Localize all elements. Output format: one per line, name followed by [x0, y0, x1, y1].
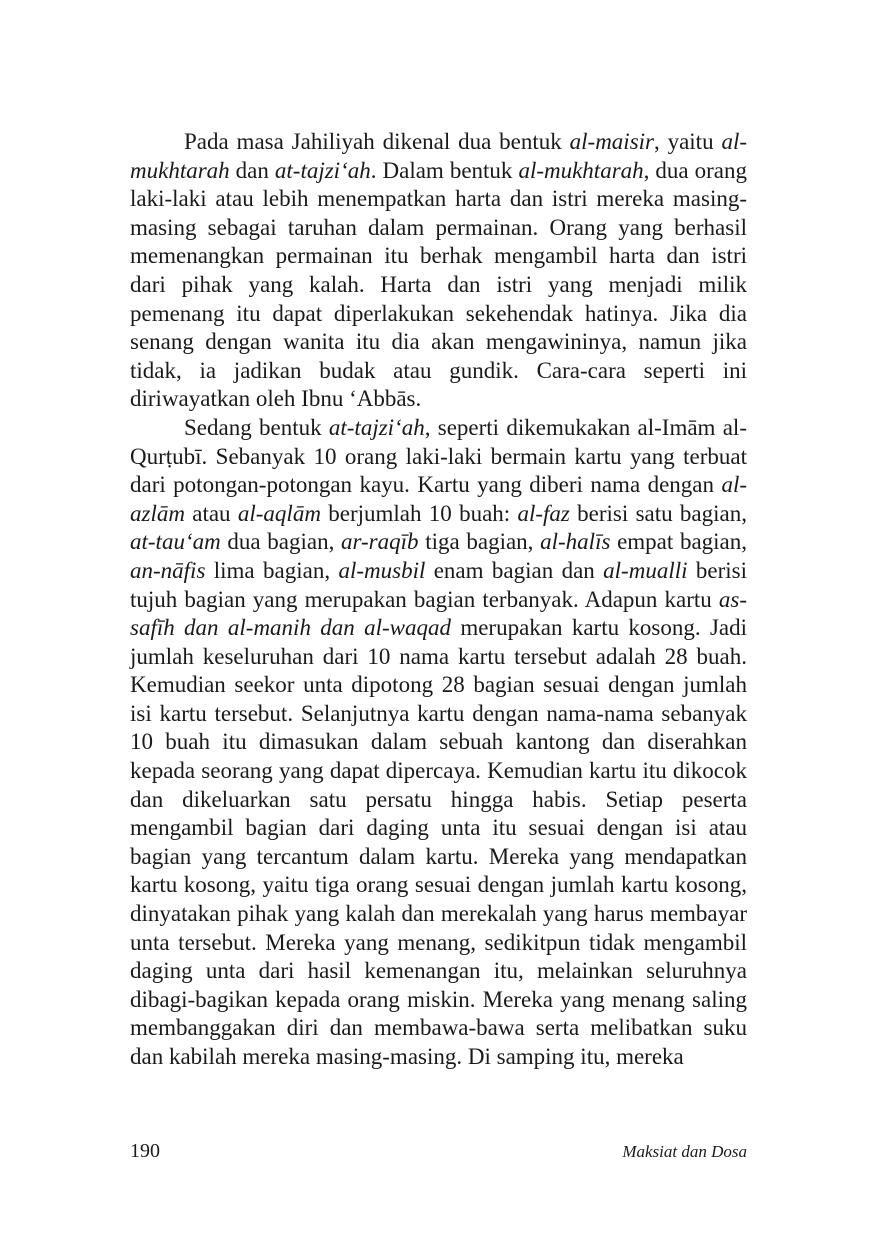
- body-text: [130, 128, 747, 1072]
- text-run: tiga bagian,: [418, 529, 541, 555]
- italic-term: at-tajzi‘ah: [328, 414, 425, 440]
- italic-term: at-tau‘am: [130, 529, 221, 555]
- text-run: Pada masa Jahiliyah dikenal dua bentuk: [184, 129, 570, 154]
- italic-term: ar-raqīb: [341, 529, 419, 555]
- text-run: empat bagian,: [610, 529, 748, 555]
- text-run: , seperti dikemukakan al-Imām al-Qurṭubī. Sebanyak 10 orang laki-laki bermain kartu yang terbuat dari potongan-potongan kayu. Kartu yang diberi nama dengan: [130, 414, 747, 498]
- italic-term: al-faz: [517, 500, 570, 526]
- text-run: , yaitu: [653, 129, 722, 154]
- italic-term: al-mualli: [603, 557, 688, 583]
- italic-term: al-halīs: [540, 529, 611, 555]
- italic-term: at-tajzi‘ah: [274, 157, 371, 183]
- page-number: 190: [130, 1140, 160, 1162]
- italic-term: as-safīh dan al-manih dan al-waqad: [130, 586, 747, 641]
- italic-term: al-maisir: [569, 129, 654, 154]
- italic-term: al-musbil: [338, 557, 426, 583]
- italic-term: an-nāfis: [130, 557, 206, 583]
- text-run: , dua orang laki-laki atau lebih menempatkan harta dan istri mereka masing-masing sebagai taruhan dalam permainan. Orang yang berhasil memenangkan permainan itu berhak mengambil harta dan istri dari pihak yang kalah. Harta dan istri yang menjadi milik pemenang itu dapat diperlakukan sekehendak hatinya. Jika dia senang dengan wanita itu dia akan mengawininya, namun jika tidak, ia jadikan budak atau gundik. Cara-cara seperti ini diriwayatkan oleh Ibnu ‘Abbās.: [130, 157, 748, 412]
- running-title: Maksiat dan Dosa: [622, 1142, 747, 1161]
- italic-term: al-aqlām: [237, 500, 321, 526]
- text-run: merupakan kartu kosong. Jadi jumlah keseluruhan dari 10 nama kartu tersebut adalah 28 buah. Kemudian seekor unta dipotong 28 bagian sesuai dengan jumlah isi kartu tersebut. Selanjutnya kartu dengan nama-nama sebanyak 10 buah itu dimasukan dalam sebuah kantong dan diserahkan kepada seorang yang dapat dipercaya. Kemudian kartu itu dikocok dan dikeluarkan satu persatu hingga habis. Setiap peserta mengambil bagian dari daging unta itu sesuai dengan isi atau bagian yang tercantum dalam kartu. Mereka yang mendapatkan kartu kosong, yaitu tiga orang sesuai dengan jumlah kartu kosong, dinyatakan pihak yang kalah dan merekalah yang harus membayar unta tersebut. Mereka yang menang, sedikitpun tidak mengambil daging unta dari hasil kemenangan itu, melainkan seluruhnya dibagi-bagikan kepada orang miskin. Mereka yang menang saling membanggakan diri dan membawa-bawa serta melibatkan suku dan kabilah mereka masing-masing. Di samping itu, mereka: [130, 615, 748, 1069]
- text-run: Sedang bentuk: [184, 414, 329, 440]
- text-run: berisi tujuh bagian yang merupakan bagian terbanyak. Adapun kartu: [130, 557, 747, 612]
- text-run: dua bagian,: [220, 529, 342, 555]
- text-run: enam bagian dan: [425, 557, 604, 583]
- paragraph-1: [130, 128, 747, 414]
- text-run: . Dalam bentuk: [370, 157, 519, 183]
- text-run: lima bagian,: [205, 557, 339, 583]
- text-run: atau: [184, 500, 238, 526]
- italic-term: al-azlām: [130, 472, 747, 526]
- italic-term: al-mukhtarah: [518, 157, 644, 183]
- text-run: berjumlah 10 buah:: [320, 500, 518, 526]
- page-footer: [130, 1140, 747, 1163]
- paragraph-2: [130, 414, 747, 1072]
- text-run: dan: [229, 157, 275, 183]
- italic-term: al-mukhtarah: [130, 129, 747, 183]
- text-run: berisi satu bagian,: [569, 500, 747, 526]
